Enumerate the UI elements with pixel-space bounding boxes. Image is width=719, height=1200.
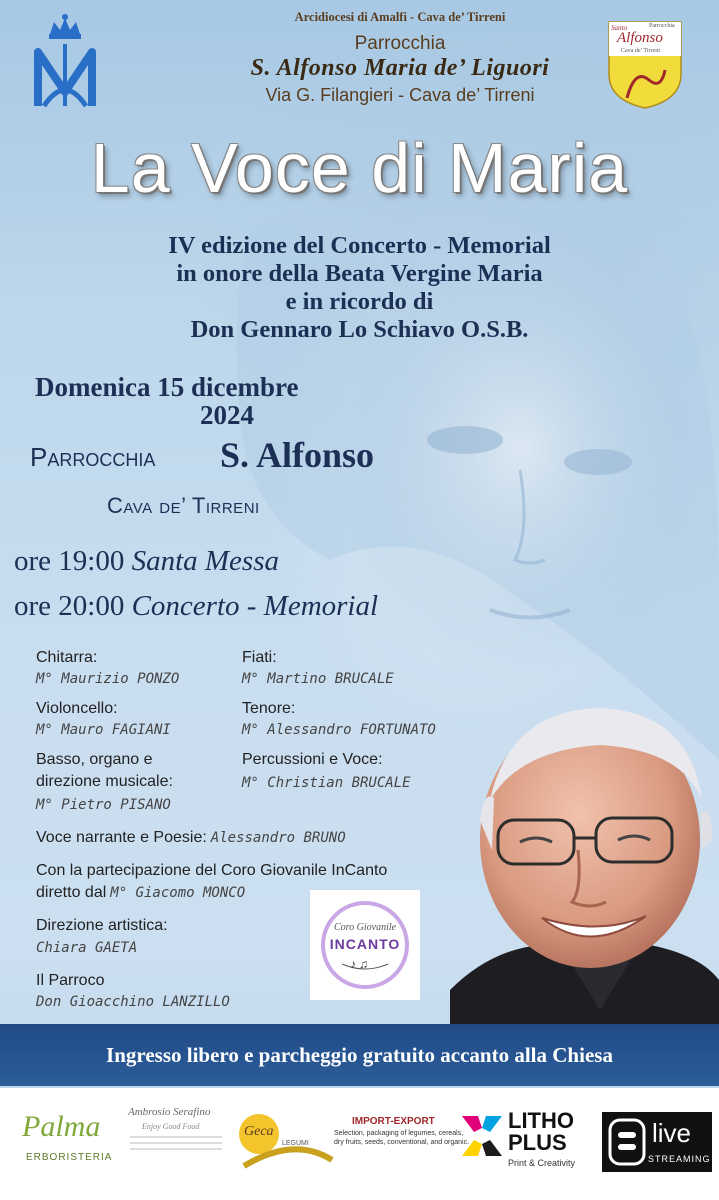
crest-text-2: Alfonso: [617, 30, 663, 46]
schedule-item-1: [14, 545, 279, 578]
subtitle-line-2: in onore della Beata Vergine Maria: [176, 260, 543, 287]
crest-text-1: Santo: [611, 24, 627, 32]
diocese-line: Arcidiocesi di Amalfi - Cava de’ Tirreni: [294, 10, 506, 24]
coro-line-1: Con la partecipazione del Coro Giovanile InCanto: [36, 862, 388, 879]
palma-sub: ERBORISTERIA: [26, 1152, 113, 1163]
chitarra-name: M° Maurizio PONZO: [36, 671, 180, 687]
import-desc-1: Selection, packaging of legumes, cereals,: [334, 1130, 464, 1137]
fiati-name: M° Martino BRUCALE: [242, 671, 394, 687]
tenore-label: Tenore:: [242, 700, 296, 717]
palma-erboristeria-logo: [20, 1110, 120, 1180]
voce-narrante-name: Alessandro BRUNO: [210, 830, 346, 846]
litho-sub: Print & Creativity: [508, 1158, 576, 1168]
coro-director-prefix: diretto dal: [36, 884, 107, 901]
live-sub: STREAMING: [648, 1154, 711, 1164]
voce-narrante-row: [36, 829, 346, 847]
basso-name: M° Pietro PISANO: [36, 797, 171, 813]
parish-address: Via G. Filangieri - Cava de’ Tirreni: [265, 85, 535, 105]
event-date-line-1: Domenica 15 dicembre: [35, 372, 299, 402]
coro-logo-line1: Coro Giovanile: [333, 922, 397, 933]
event-date-line-2: 2024: [200, 400, 254, 430]
parroco-name: Don Gioacchino LANZILLO: [36, 994, 230, 1010]
portrait-photo: [450, 690, 719, 1025]
subtitle-line-1: IV edizione del Concerto - Memorial: [168, 232, 551, 259]
ambrosio-sub: Enjoy Good Food: [142, 1122, 200, 1131]
fiati-label: Fiati:: [242, 649, 277, 666]
palma-name: Palma: [22, 1110, 101, 1143]
violoncello-label: Violoncello:: [36, 700, 118, 717]
parish-word: Parrocchia: [354, 33, 446, 54]
voce-narrante-label: Voce narrante e Poesie:: [36, 829, 207, 846]
page-title: La Voce di Maria: [90, 129, 629, 207]
direzione-label: Direzione artistica:: [36, 917, 168, 934]
place-prefix: Parrocchia: [30, 442, 156, 472]
marian-monogram-logo: [30, 14, 100, 114]
coro-incanto-logo: [310, 890, 420, 1000]
geca-sub: LEGUMI: [282, 1140, 309, 1147]
coro-line-2: [36, 884, 245, 902]
crest-text-4: Cava de’ Tirreni: [621, 48, 660, 54]
place-name: S. Alfonso: [220, 435, 375, 475]
litho-name-2: PLUS: [508, 1130, 567, 1155]
ambrosio-name: Ambrosio Serafino: [128, 1106, 211, 1118]
crest-text-3: Parrocchia: [649, 23, 675, 29]
geca-name: Geca: [244, 1124, 274, 1139]
schedule-time-1: ore 19:00: [14, 545, 125, 577]
live-name: live: [652, 1118, 692, 1148]
sponsor-bar: [0, 1088, 719, 1200]
import-title: IMPORT-EXPORT: [352, 1116, 435, 1127]
coro-director-name: M° Giacomo MONCO: [110, 885, 246, 901]
ambrosio-serafino-logo: [128, 1106, 228, 1186]
footer-notice: Ingresso libero e parcheggio gratuito accanto alla Chiesa: [106, 1043, 613, 1067]
percussioni-label: Percussioni e Voce:: [242, 751, 383, 768]
import-export-logo: [334, 1116, 470, 1176]
subtitle-line-4: Don Gennaro Lo Schiavo O.S.B.: [190, 316, 529, 343]
direzione-name: Chiara GAETA: [36, 940, 138, 956]
chitarra-label: Chitarra:: [36, 649, 98, 666]
percussioni-name: M° Christian BRUCALE: [242, 775, 411, 791]
parroco-label: Il Parroco: [36, 972, 105, 989]
schedule-event-2: Concerto - Memorial: [131, 590, 379, 622]
live-streaming-icon: [608, 1118, 648, 1166]
litho-name-1: LITHO: [508, 1108, 574, 1133]
tenore-name: M° Alessandro FORTUNATO: [242, 722, 436, 738]
coro-logo-line2: INCANTO: [329, 936, 401, 952]
import-desc-2: dry fruits, seeds, conventional, and organic.: [334, 1139, 470, 1146]
geca-legumi-logo: [234, 1106, 334, 1186]
place-city: Cava de’ Tirreni: [107, 493, 260, 518]
litho-plus-logo: [462, 1110, 597, 1180]
schedule-item-2: [14, 590, 378, 623]
subtitle-line-3: e in ricordo di: [285, 288, 434, 315]
basso-label-2: direzione musicale:: [36, 773, 173, 790]
live-streaming-logo: [602, 1112, 712, 1172]
violoncello-name: M° Mauro FAGIANI: [36, 722, 171, 738]
basso-label-1: Basso, organo e: [36, 751, 153, 768]
schedule-time-2: ore 20:00: [14, 590, 125, 622]
svg-text:♪ ♫: ♪ ♫: [350, 957, 368, 971]
schedule-event-1: Santa Messa: [131, 545, 280, 577]
parish-name: S. Alfonso Maria de’ Liguori: [250, 55, 550, 81]
litho-plus-icon: [462, 1116, 502, 1156]
